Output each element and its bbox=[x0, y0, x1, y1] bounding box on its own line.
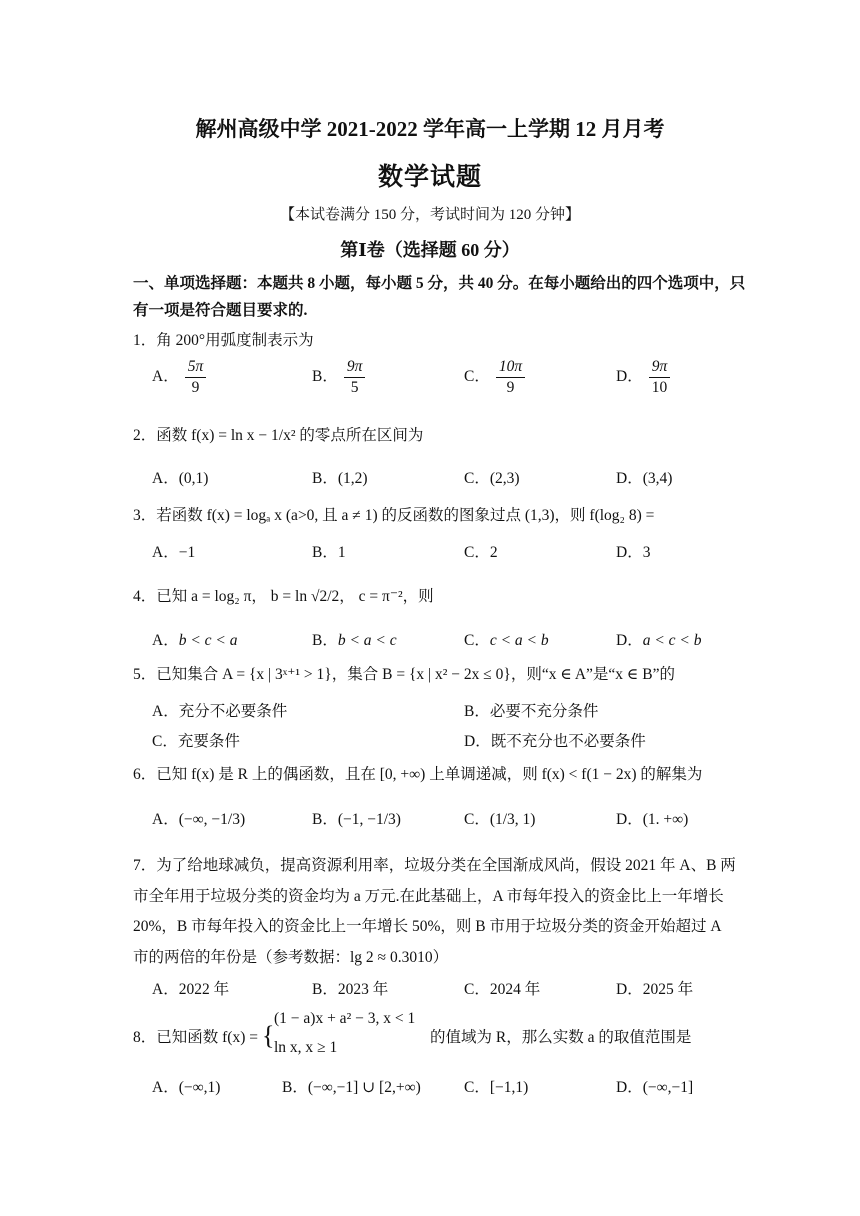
question-7-option-d: D．2025 年 bbox=[616, 981, 694, 998]
question-3-stem: 3．若函数 f(x) = logₐ x (a>0, 且 a ≠ 1) 的反函数的图象过点 (1,3)，则 f(log₂ 8) = bbox=[133, 507, 655, 524]
question-3-option-a: A．−1 bbox=[152, 544, 196, 561]
question-8-option-c: C．[−1,1) bbox=[464, 1079, 529, 1096]
question-7-line-4: 市的两倍的年份是（参考数据：lg 2 ≈ 0.3010） bbox=[133, 949, 449, 966]
question-3-option-b: B．1 bbox=[312, 544, 346, 561]
question-2-option-c: C．(2,3) bbox=[464, 470, 520, 487]
question-8-option-d: D．(−∞,−1] bbox=[616, 1079, 694, 1096]
question-6-option-c: C．(1/3, 1) bbox=[464, 811, 536, 828]
question-7-line-3: 20%，B 市每年投入的资金比上一年增长 50%，则 B 市用于垃圾分类的资金开始超过 A bbox=[133, 918, 722, 935]
question-3-option-c: C．2 bbox=[464, 544, 498, 561]
question-4-option-b: B．b < a < c bbox=[312, 632, 397, 649]
question-2-option-d: D．(3,4) bbox=[616, 470, 673, 487]
question-1-option-b: B． $\frac{9\pi}{5}$ bbox=[312, 357, 365, 398]
section-intro-line1: 一、单项选择题：本题共 8 小题，每小题 5 分，共 40 分。在每小题给出的四个选项中，只 bbox=[133, 275, 746, 292]
question-8-stem-suffix: 的值域为 R，那么实数 a 的取值范围是 bbox=[430, 1029, 692, 1046]
question-6-option-d: D．(1. +∞) bbox=[616, 811, 689, 828]
question-3-option-d: D．3 bbox=[616, 544, 651, 561]
question-6-option-b: B．(−1, −1/3) bbox=[312, 811, 401, 828]
question-2-option-b: B．(1,2) bbox=[312, 470, 368, 487]
question-1-option-d: D． $\frac{9\pi}{10}$ bbox=[616, 357, 670, 398]
question-8-case-2: ln x, x ≥ 1 bbox=[274, 1039, 338, 1056]
question-2-stem: 2．函数 f(x) = ln x − 1/x² 的零点所在区间为 bbox=[133, 427, 424, 444]
question-6-stem: 6．已知 f(x) 是 R 上的偶函数，且在 [0, +∞) 上单调递减，则 f(x) < f(1 − 2x) 的解集为 bbox=[133, 766, 703, 783]
question-8-case-1: (1 − a)x + a² − 3, x < 1 bbox=[274, 1010, 416, 1027]
question-5-option-c: C．充要条件 bbox=[152, 733, 240, 750]
subject-title: 数学试题 bbox=[377, 164, 482, 191]
question-1-option-a: A． $\frac{5\pi}{9}$ bbox=[152, 357, 206, 398]
question-7-option-a: A．2022 年 bbox=[152, 981, 230, 998]
question-7-option-b: B．2023 年 bbox=[312, 981, 389, 998]
exam-title: 解州高级中学 2021-2022 学年高一上学期 12 月月考 bbox=[195, 117, 665, 141]
question-2-option-a: A．(0,1) bbox=[152, 470, 209, 487]
question-7-line-2: 市全年用于垃圾分类的资金均为 a 万元.在此基础上，A 市每年投入的资金比上一年增长 bbox=[133, 888, 724, 905]
question-5-option-d: D．既不充分也不必要条件 bbox=[464, 733, 646, 750]
question-4-option-c: C．c < a < b bbox=[464, 632, 549, 649]
question-5-stem: 5．已知集合 A = {x | 3ˣ⁺¹ > 1}，集合 B = {x | x² − 2x ≤ 0}，则“x ∈ A”是“x ∈ B”的 bbox=[133, 666, 675, 683]
piecewise-brace: { bbox=[262, 1021, 275, 1050]
question-1-stem: 1．角 200°用弧度制表示为 bbox=[133, 332, 314, 349]
question-8-stem-prefix: 8．已知函数 f(x) = bbox=[133, 1029, 258, 1046]
question-7-option-c: C．2024 年 bbox=[464, 981, 541, 998]
question-6-option-a: A．(−∞, −1/3) bbox=[152, 811, 246, 828]
exam-note: 【本试卷满分 150 分，考试时间为 120 分钟】 bbox=[279, 207, 580, 223]
question-8-option-b: B．(−∞,−1] ∪ [2,+∞) bbox=[282, 1079, 421, 1096]
section-title: 第Ⅰ卷（选择题 60 分） bbox=[340, 240, 520, 260]
question-4-option-d: D．a < c < b bbox=[616, 632, 702, 649]
question-4-option-a: A．b < c < a bbox=[152, 632, 238, 649]
section-intro-line2: 有一项是符合题目要求的. bbox=[133, 302, 308, 319]
question-8-option-a: A．(−∞,1) bbox=[152, 1079, 221, 1096]
question-5-option-a: A．充分不必要条件 bbox=[152, 703, 288, 720]
question-4-stem: 4．已知 a = log₂ π， b = ln √2/2， c = π⁻²，则 bbox=[133, 588, 434, 605]
question-7-line-1: 7．为了给地球减负，提高资源利用率，垃圾分类在全国渐成风尚，假设 2021 年 A、B 两 bbox=[133, 857, 736, 874]
question-5-option-b: B．必要不充分条件 bbox=[464, 703, 599, 720]
question-1-option-c: C． $\frac{10\pi}{9}$ bbox=[464, 357, 525, 398]
